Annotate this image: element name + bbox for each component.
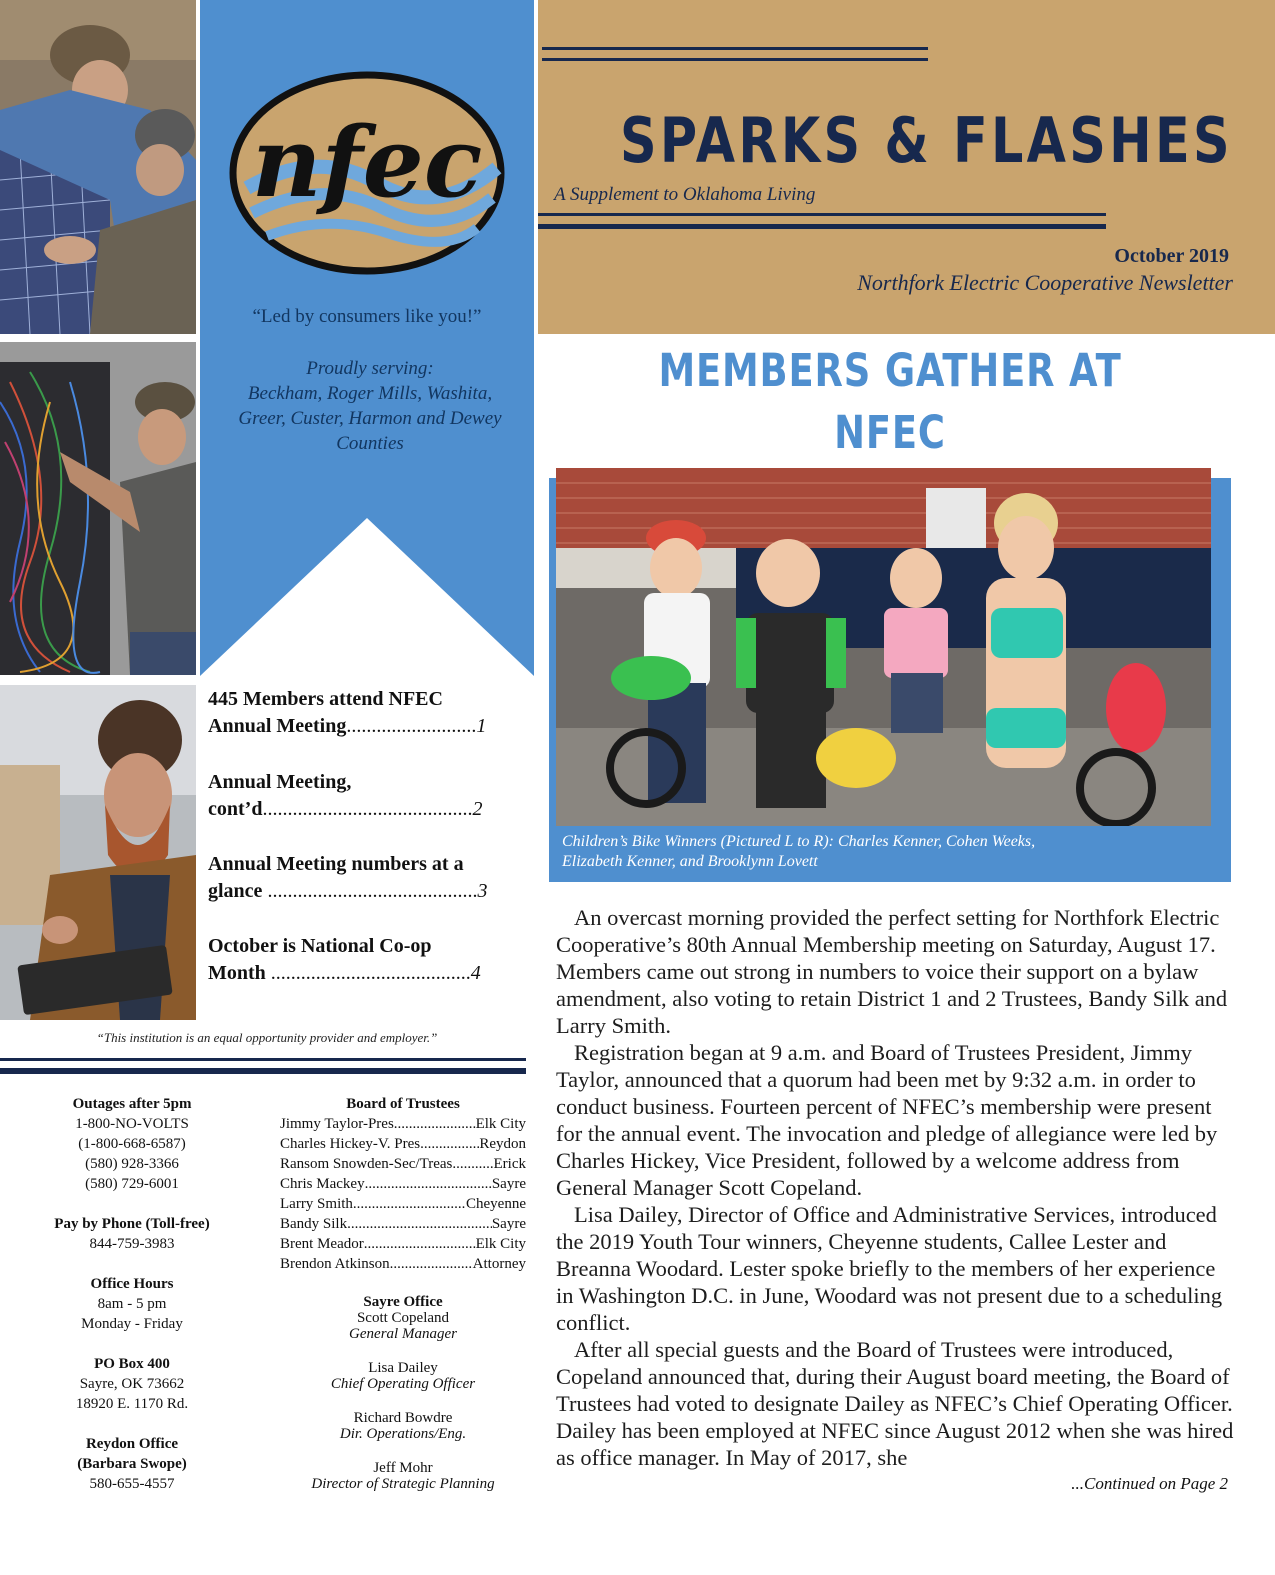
trustee-name: Bandy Silk (280, 1216, 348, 1232)
trustee-name: Chris Mackey (280, 1176, 365, 1192)
pay-number: 844-759-3983 (89, 1236, 175, 1252)
trustee-place: Erick (493, 1156, 526, 1172)
trustee-name: Charles Hickey-V. Pres (280, 1136, 421, 1152)
equal-opportunity-statement: “This institution is an equal opportunity provider and employer.” (96, 1030, 438, 1045)
toc-title: Annual Meeting, (208, 771, 352, 793)
trustee-name: Brendon Atkinson (280, 1256, 390, 1272)
publisher-line: Northfork Electric Cooperative Newsletter (857, 270, 1233, 295)
toc-title-cont: Month (208, 962, 271, 984)
staff-role: Dir. Operations/Eng. (339, 1426, 467, 1442)
issue-date: October 2019 (1114, 245, 1229, 267)
staff-role: Director of Strategic Planning (311, 1476, 495, 1492)
toc-title: October is National Co-op (208, 935, 432, 957)
trustee-name: Ransom Snowden-Sec/Treas (280, 1156, 453, 1172)
service-area (220, 356, 520, 456)
toc-item[interactable] (208, 686, 518, 740)
outages-heading: Outages after 5pm (72, 1096, 192, 1112)
phone-line: (580) 729-6001 (85, 1176, 179, 1192)
caption-line: Children’s Bike Winners (Pictured L to R): Charles Kenner, Cohen Weeks, (562, 833, 1036, 850)
continued-link[interactable]: ...Continued on Page 2 (1071, 1474, 1228, 1493)
pay-heading: Pay by Phone (Toll-free) (54, 1216, 210, 1232)
article-paragraph: After all special guests and the Board of Trustees were introduced, Copeland announced that, during their August board meeting, the Board of Trustees had voted to designate Dailey as NFEC’s Chief Operating Officer. Dailey has been employed at NFEC since August 2012 when she was hired as office manager. In May of 2017, she (556, 1337, 1234, 1470)
photo-tablet-worker (0, 685, 196, 1020)
reydon-phone: 580-655-4557 (89, 1476, 175, 1492)
toc-item[interactable] (208, 851, 518, 905)
toc-title-cont: cont’d (208, 798, 263, 820)
article-paragraph: Lisa Dailey, Director of Office and Administrative Services, introduced the 2019 Youth Tour winners, Cheyenne students, Callee Lester and Breanna Woodard. Lester spoke briefly to the members of her experience in Washington D.C. in June, Woodard was not present due to a scheduling conflict. (556, 1202, 1223, 1335)
contact-info (30, 1094, 234, 1494)
board-of-trustees (280, 1094, 526, 1274)
hours-line: Monday - Friday (81, 1316, 183, 1332)
logo-wordmark: nfec (251, 106, 483, 219)
toc-page: 2 (472, 798, 483, 820)
photo-solar-panel-workers (0, 0, 196, 334)
trustee-place: Sayre (491, 1216, 526, 1232)
photo-wiring-worker (0, 342, 196, 675)
trustee-row (280, 1254, 526, 1274)
phone-line: (580) 928-3366 (85, 1156, 179, 1172)
photo-caption (562, 832, 1162, 872)
toc-title-cont: Annual Meeting (208, 715, 347, 737)
photo-bike-winners (556, 468, 1211, 826)
article-body (556, 904, 1238, 1471)
trustee-row (280, 1134, 526, 1154)
newsletter-title: SPARKS & FLASHES (620, 104, 1233, 177)
trustee-place: Elk City (475, 1116, 526, 1132)
nfec-logo (227, 68, 507, 278)
divider (0, 1068, 526, 1074)
serving-line: Proudly serving: (306, 358, 434, 379)
office-heading: Sayre Office (363, 1294, 443, 1310)
staff-role: Chief Operating Officer (330, 1376, 476, 1392)
address-line: 18920 E. 1170 Rd. (75, 1396, 189, 1412)
caption-line: Elizabeth Kenner, and Brooklynn Lovett (562, 853, 818, 870)
headline-line: MEMBERS GATHER AT NFEC (658, 344, 1122, 459)
sayre-office-staff (290, 1294, 516, 1492)
toc-page: 1 (476, 715, 487, 737)
staff-name: Scott Copeland (356, 1310, 450, 1326)
reydon-contact: (Barbara Swope) (77, 1456, 187, 1472)
tagline: “Led by consumers like you!” (252, 306, 482, 327)
staff-role: General Manager (349, 1326, 457, 1342)
trustee-row (280, 1194, 526, 1214)
trustee-name: Larry Smith (280, 1196, 353, 1212)
article-paragraph: An overcast morning provided the perfect setting for Northfork Electric Cooperative’s 80th Annual Membership meeting on Saturday, August 17. Members came out strong in numbers to voice their support on a bylaw amendment, also voting to retain District 1 and 2 Trustees, Bandy Silk and Larry Smith. (556, 905, 1228, 1038)
staff-name: Lisa Dailey (368, 1360, 438, 1376)
staff-name: Jeff Mohr (373, 1460, 433, 1476)
divider (0, 1058, 526, 1061)
trustee-place: Sayre (491, 1176, 526, 1192)
trustee-place: Attorney (472, 1256, 526, 1272)
toc-title: Annual Meeting numbers at a (208, 853, 464, 875)
trustee-row (280, 1234, 526, 1254)
phone-line: 1-800-NO-VOLTS (75, 1116, 189, 1132)
toc-leader: .......................... (346, 715, 477, 737)
toc-leader: .......................................... (267, 880, 478, 902)
newsletter-subtitle: A Supplement to Oklahoma Living (554, 184, 816, 205)
trustee-row (280, 1214, 526, 1234)
toc-page: 4 (470, 962, 481, 984)
toc-leader: .......................................... (262, 798, 473, 820)
banner-notch (200, 518, 534, 676)
trustee-place: Cheyenne (466, 1196, 526, 1212)
hours-heading: Office Hours (90, 1276, 174, 1292)
trustee-place: Elk City (475, 1236, 526, 1252)
serving-line: Counties (336, 433, 404, 454)
toc-item[interactable] (208, 769, 518, 823)
toc-title: 445 Members attend NFEC (208, 688, 443, 710)
reydon-heading: Reydon Office (85, 1436, 179, 1452)
toc-item[interactable] (208, 933, 518, 987)
toc-page: 3 (477, 880, 488, 902)
trustee-row (280, 1154, 526, 1174)
phone-line: (1-800-668-6587) (78, 1136, 186, 1152)
po-heading: PO Box 400 (94, 1356, 170, 1372)
address-line: Sayre, OK 73662 (79, 1376, 185, 1392)
staff-name: Richard Bowdre (353, 1410, 453, 1426)
toc-title-cont: glance (208, 880, 268, 902)
trustee-name: Jimmy Taylor-Pres (280, 1116, 394, 1132)
hours-line: 8am - 5 pm (97, 1296, 167, 1312)
trustee-row (280, 1174, 526, 1194)
trustees-heading: Board of Trustees (346, 1096, 460, 1112)
trustee-name: Brent Meador (280, 1236, 364, 1252)
serving-line: Greer, Custer, Harmon and Dewey (238, 408, 502, 429)
serving-line: Beckham, Roger Mills, Washita, (247, 383, 493, 404)
trustee-row (280, 1114, 526, 1134)
trustee-place: Reydon (479, 1136, 526, 1152)
article-paragraph: Registration began at 9 a.m. and Board of Trustees President, Jimmy Taylor, announced that a quorum had been met by 9:32 a.m. in order to conduct business. Fourteen percent of NFEC’s membership were present for the annual event. The invocation and pledge of allegiance were led by Charles Hickey, Vice President, followed by a welcome address from General Manager Scott Copeland. (556, 1040, 1218, 1200)
toc-leader: ........................................ (270, 962, 471, 984)
